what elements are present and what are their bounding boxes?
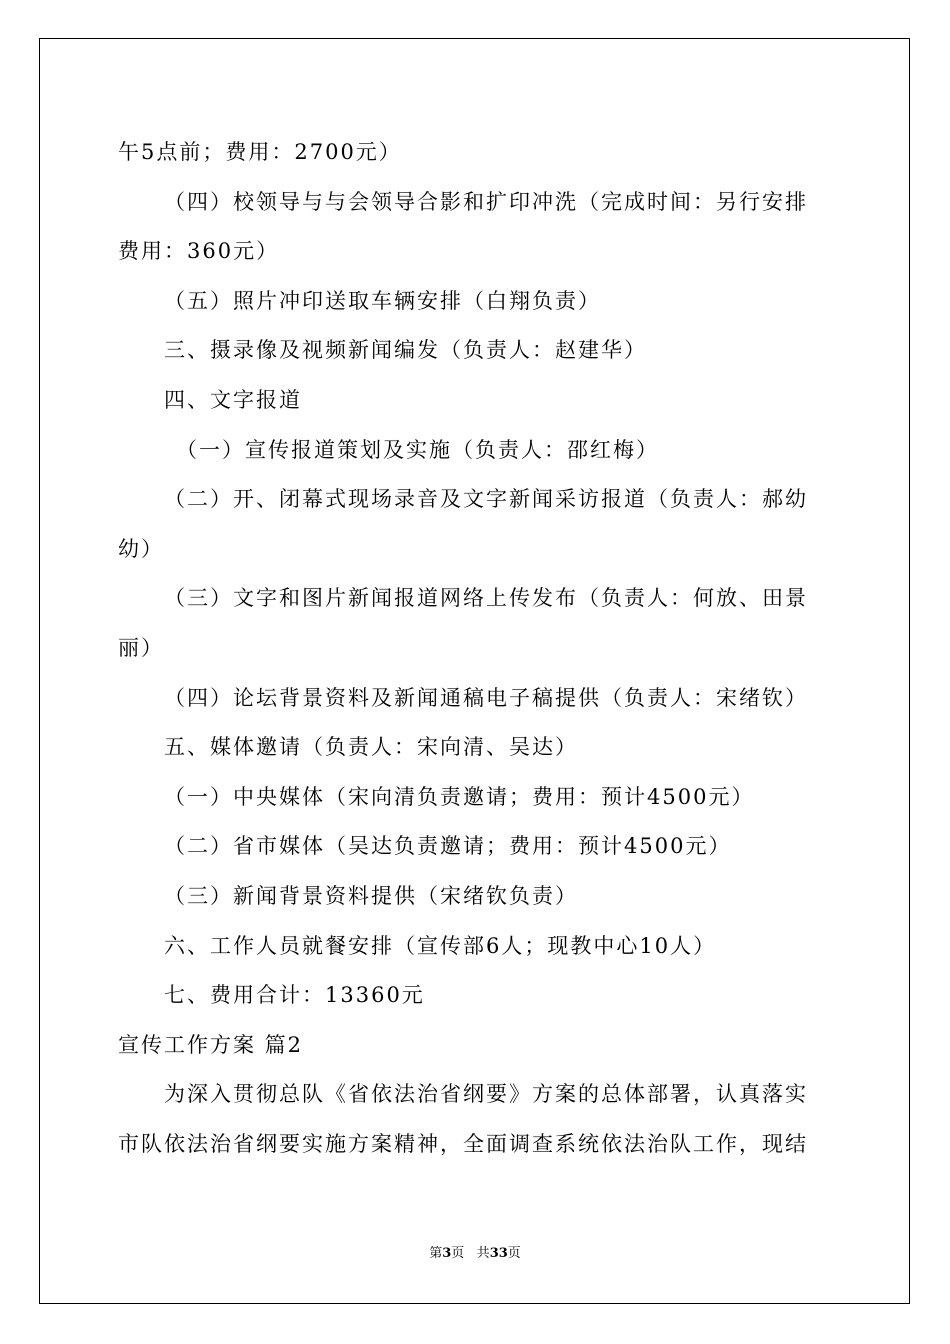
- text-line-20: 为深入贯彻总队《省依法治省纲要》方案的总体部署，认真落实: [164, 1082, 808, 1107]
- total-pages: 33: [489, 1246, 508, 1261]
- document-body: [118, 128, 838, 1169]
- footer-total-unit: 页: [507, 1246, 521, 1261]
- text-line-7: （一）宣传报道策划及实施（负责人：邵红梅）: [176, 437, 659, 462]
- section-heading-4: 四、文字报道: [164, 387, 302, 412]
- section-heading-3: 三、摄录像及视频新闻编发（负责人：赵建华）: [164, 338, 647, 363]
- text-line-12: （四）论坛背景资料及新闻通稿电子稿提供（负责人：宋绪钦）: [164, 685, 808, 710]
- footer-prefix: 第: [429, 1246, 443, 1261]
- text-line-15: （二）省市媒体（吴达负责邀请；费用：预计4500元）: [164, 834, 732, 859]
- footer-total-prefix: 共: [476, 1246, 490, 1261]
- text-line-4: （五）照片冲印送取车辆安排（白翔负责）: [164, 288, 601, 313]
- text-line-10: （三）文字和图片新闻报道网络上传发布（负责人：何放、田景: [164, 586, 808, 611]
- section-heading-5: 五、媒体邀请（负责人：宋向清、吴达）: [164, 735, 578, 760]
- text-line-16: （三）新闻背景资料提供（宋绪钦负责）: [164, 883, 578, 908]
- text-line-8: （二）开、闭幕式现场录音及文字新闻采访报道（负责人：郝幼: [164, 487, 808, 512]
- text-line-9: 幼）: [118, 536, 164, 561]
- article-title: 宣传工作方案 篇2: [118, 1032, 304, 1057]
- text-line-11: 丽）: [118, 635, 164, 660]
- section-heading-6: 六、工作人员就餐安排（宣传部6人；现教中心10人）: [164, 933, 717, 958]
- text-line-14: （一）中央媒体（宋向清负责邀请；费用：预计4500元）: [164, 784, 755, 809]
- footer-page-unit: 页: [451, 1246, 465, 1261]
- text-line-3: 费用：360元）: [118, 239, 280, 264]
- text-line-1: 午5点前；费用：2700元）: [118, 140, 402, 164]
- page-number: 3: [442, 1246, 452, 1261]
- page-footer: [0, 1245, 950, 1263]
- text-line-21: 市队依法治省纲要实施方案精神，全面调查系统依法治队工作，现结: [118, 1131, 808, 1156]
- text-line-2: （四）校领导与与会领导合影和扩印冲洗（完成时间：另行安排: [164, 189, 808, 214]
- section-heading-7: 七、费用合计：13360元: [164, 983, 425, 1008]
